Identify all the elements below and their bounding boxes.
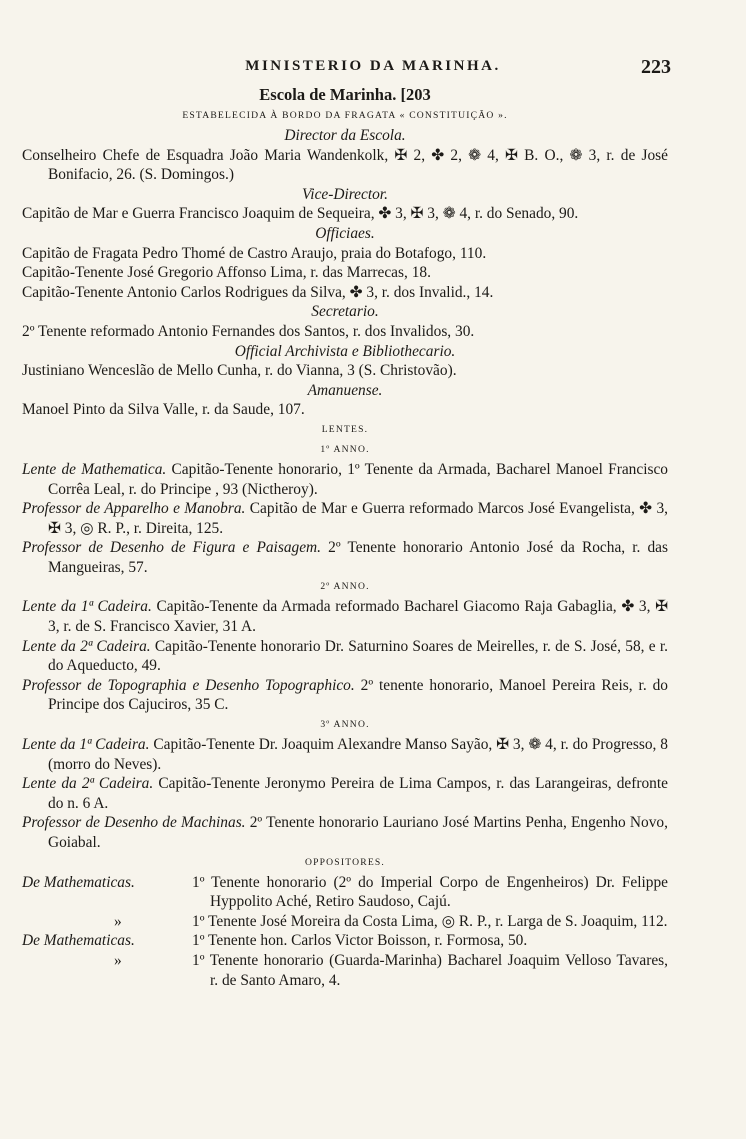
opponent-entry [22, 951, 668, 990]
chair-title: Professor de Topographia e Desenho Topographico. [22, 676, 355, 694]
chair-title: Lente da 2ª Cadeira. [22, 637, 151, 655]
opponent-details: 1º Tenente hon. Carlos Victor Boisson, r. Formosa, 50. [192, 932, 528, 950]
ditto-mark: » [114, 951, 122, 969]
lente-details: Capitão-Tenente Jeronymo Pereira de Lima Campos, r. das Larangeiras, defronte do n. 6 A. [48, 775, 668, 812]
official-entry: Capitão-Tenente Antonio Carlos Rodrigues da Silva, ✤ 3, r. dos Invalid., 14. [22, 283, 494, 301]
opponent-details: 1º Tenente José Moreira da Costa Lima, ◎ R. P., r. Larga de S. Joaquim, 112. [192, 912, 668, 930]
lente-details: Capitão-Tenente honorario, 1º Tenente da Armada, Bacharel Manoel Francisco Corrêa Leal, r. do Principe , 93 (Nictheroy). [48, 460, 668, 498]
lente-entry [22, 813, 668, 852]
lentes-heading: LENTES. [321, 423, 369, 435]
school-subtitle: ESTABELECIDA À BORDO DA FRAGATA « CONSTITUIÇÃO ». [182, 110, 508, 121]
lente-entry [22, 597, 668, 636]
lente-details: Capitão-Tenente da Armada reformado Bacharel Giacomo Raja Gabaglia, ✤ 3, ✠ 3, r. de S. Francisco Xavier, 31 A. [48, 598, 668, 636]
archivist-entry: Justiniano Wenceslão de Mello Cunha, r. do Vianna, 3 (S. Christovão). [22, 362, 457, 380]
officials-heading: Officiaes. [315, 224, 375, 242]
school-title: Escola de Marinha. [203 [259, 85, 431, 104]
lente-entry [22, 499, 668, 538]
lente-entry [22, 774, 668, 813]
running-title: MINISTERIO DA MARINHA. [245, 58, 501, 74]
lente-entry [22, 676, 668, 715]
opponents-heading: OPPOSITORES. [304, 856, 386, 868]
chair-title: Professor de Desenho de Machinas. [22, 814, 246, 832]
chair-title: Professor de Apparelho e Manobra. [22, 500, 246, 518]
vice-director-entry: Capitão de Mar e Guerra Francisco Joaquim de Sequeira, ✤ 3, ✠ 3, ❁ 4, r. do Senado, 90. [22, 205, 579, 223]
chair-title: Lente da 2ª Cadeira. [22, 775, 154, 793]
secretary-heading: Secretario. [311, 303, 379, 321]
opponent-details: 1º Tenente honorario (Guarda-Marinha) Bacharel Joaquim Velloso Tavares, r. de Santo Amaro, 4. [192, 951, 668, 989]
official-entry: Capitão-Tenente José Gregorio Affonso Lima, r. das Marrecas, 18. [22, 264, 431, 282]
chair-title: Lente da 1ª Cadeira. [22, 598, 152, 616]
opponent-entry [22, 873, 668, 912]
lente-details: 2º tenente honorario, Manoel Pereira Reis, r. do Principe dos Cajuciros, 35 C. [48, 676, 668, 714]
running-head [0, 56, 746, 86]
opponent-entry [22, 912, 668, 932]
chair-title: Lente de Mathematica. [22, 460, 167, 478]
lente-details: Capitão-Tenente honorario Dr. Saturnino Soares de Meirelles, r. de S. José, 58, e r. do Aqueducto, 49. [48, 637, 668, 675]
opponent-details: 1º Tenente honorario (2º do Imperial Corpo de Engenheiros) Dr. Felippe Hyppolito Aché, Retiro Saudoso, Cajú. [192, 873, 668, 911]
lente-details: Capitão de Mar e Guerra reformado Marcos José Evangelista, ✤ 3, ✠ 3, ◎ R. P., r. Direita, 125. [48, 500, 668, 537]
lente-entry [22, 735, 668, 774]
ditto-mark: » [114, 912, 122, 930]
director-heading: Director da Escola. [284, 127, 406, 144]
lente-entry [22, 460, 668, 499]
opponent-subject: De Mathematicas. [22, 932, 135, 950]
year-3-heading: 3º ANNO. [320, 719, 370, 731]
opponent-subject: De Mathematicas. [22, 873, 135, 891]
year-2-heading: 2º ANNO. [320, 581, 370, 593]
lente-details: 2º Tenente honorario Antonio José da Rocha, r. das Mangueiras, 57. [48, 539, 668, 576]
director-entry: Conselheiro Chefe de Esquadra João Maria Wandenkolk, ✠ 2, ✤ 2, ❁ 4, ✠ B. O., ❁ 3, r. de José Bonifacio, 26. (S. Domingos.) [22, 146, 668, 184]
clerk-heading: Amanuense. [307, 381, 383, 399]
archivist-heading: Official Archivista e Bibliothecario. [234, 342, 456, 360]
opponent-entry [22, 931, 668, 951]
chair-title: Professor de Desenho de Figura e Paisagem. [22, 539, 322, 557]
secretary-entry: 2º Tenente reformado Antonio Fernandes dos Santos, r. dos Invalidos, 30. [22, 322, 475, 340]
official-entry: Capitão de Fragata Pedro Thomé de Castro Araujo, praia do Botafogo, 110. [22, 244, 487, 262]
chair-title: Lente da 1ª Cadeira. [22, 736, 150, 754]
lente-entry [22, 637, 668, 676]
lente-entry [22, 538, 668, 577]
page-body [22, 84, 668, 990]
lente-details: Capitão-Tenente Dr. Joaquim Alexandre Manso Sayão, ✠ 3, ❁ 4, r. do Progresso, 8 (morro do Neves). [48, 736, 668, 773]
lente-details: 2º Tenente honorario Lauriano José Martins Penha, Engenho Novo, Goiabal. [48, 814, 668, 851]
vice-director-heading: Vice-Director. [302, 185, 388, 203]
year-1-heading: 1º ANNO. [320, 443, 370, 455]
page-number: 223 [641, 56, 671, 78]
clerk-entry: Manoel Pinto da Silva Valle, r. da Saude, 107. [22, 401, 305, 419]
